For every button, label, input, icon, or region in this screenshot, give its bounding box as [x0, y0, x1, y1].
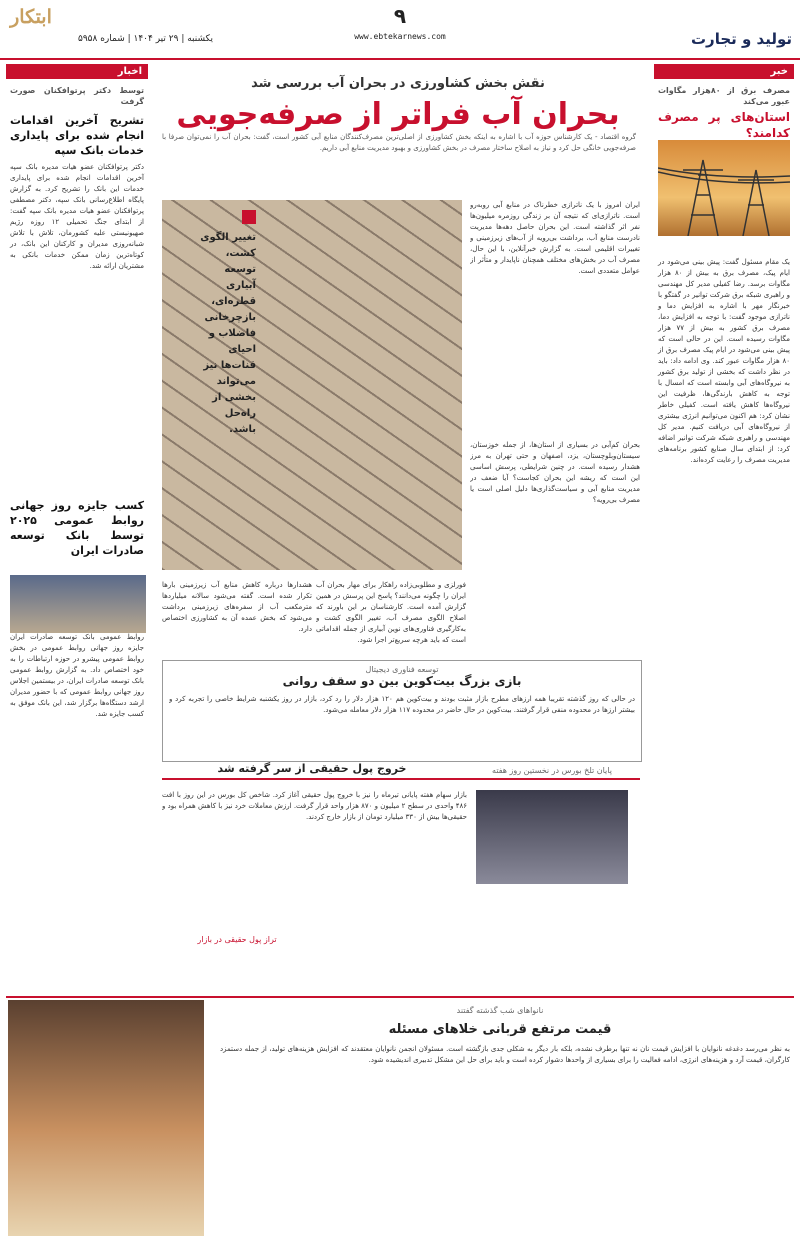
bourse-headline[interactable]: خروج پول حقیقی از سر گرفته شد [217, 762, 407, 775]
main-headline[interactable]: بحران آب فراتر از صرفه‌جویی [176, 97, 620, 132]
main-story-header [154, 64, 642, 132]
right-headline[interactable]: استان‌های پر مصرف کدامند؟ [658, 110, 790, 140]
bitcoin-box [162, 660, 642, 762]
right-kicker: مصرف برق از ۸۰هزار مگاوات عبور می‌کند [658, 86, 790, 106]
left-headline[interactable]: تشریح آخرین اقدامات انجام شده برای پایداری خدمات بانک سپه [10, 114, 144, 157]
footer-headline[interactable]: قیمت مرتفع قربانی خلاهای مسئله [388, 1022, 612, 1037]
page-number: ۹ [393, 4, 407, 28]
main-supertitle: نقش بخش کشاورزی در بحران آب بررسی شد [251, 76, 545, 91]
bitcoin-body: در حالی که روز گذشته تقریبا همه ارزهای مطرح بازار مثبت بودند و بیت‌کوین هم ۱۲۰ هزار دلار را رد کرد، بازار در روز یکشنبه شرایط خاصی را تجربه کرد و بیشتر ارزها در محدوده منفی قرار گرفتند. بیت‌کوین در حال حاضر در محدوده ۱۱۷ هزار دلار معامله می‌شود. [169, 695, 635, 714]
award-ceremony-photo [10, 575, 146, 633]
award-body-text: روابط عمومی بانک توسعه صادرات ایران جایزه روز جهانی روابط عمومی در بخش روابط عمومی پیشرو در حوزه ارتباطات را به خود اختصاص داد. به گزارش روابط عمومی بانک توسعه صادرات ایران، در بیستمین اجلاس روز جهانی روابط عمومی که با حضور مدیران ارشد دستگاه‌ها برگزار شد، این بانک موفق به کسب جایزه شد. [10, 633, 144, 718]
main-lede: گروه اقتصاد - یک کارشناس حوزه آب با اشاره به اینکه بخش کشاورزی از اصلی‌ترین مصرف‌کنندگان منابع آبی کشور است، گفت: بحران آب را نمی‌توان صرفا با صرفه‌جویی خانگی حل کرد و نیاز به اصلاح ساختار مصرف در بخش کشاورزی و بهبود مدیریت منابع آبی داریم. [162, 133, 636, 152]
footer-divider [6, 996, 794, 998]
newspaper-logo: ابتکار [10, 6, 52, 28]
left-news-column [6, 64, 148, 1064]
right-column-header: خبر [654, 64, 794, 79]
bakery-photo [8, 1000, 204, 1236]
bitcoin-kicker: توسعه فناوری دیجیتال [365, 665, 439, 674]
pylon-icon [658, 140, 790, 236]
quote-icon [242, 210, 256, 224]
main-body-col1: ایران امروز با یک ناترازی خطرناک در منابع آبی روبه‌رو است. ناترازی‌ای که نتیجه آن بر زندگی روزمره میلیون‌ها نفر اثر گذاشته است. این بحران حاصل دهه‌ها مدیریت نادرست منابع آب، برداشت بی‌رویه از آب‌های زیرزمینی و تغییرات اقلیمی است. به گزارش خبرآنلاین، با این حال، مصرف آب در بخش‌های مختلف همچنان ناپایدار و متأثر از عوامل متعددی است. [470, 201, 640, 275]
dateline: یکشنبه | ۲۹ تیر ۱۴۰۴ | شماره ۵۹۵۸ [78, 34, 213, 44]
site-url[interactable]: www.ebtekarnews.com [354, 32, 446, 41]
main-body-col4: هشدارها درباره کاهش منابع آب زیرزمینی بارها تکرار شده است. گفته می‌شود سالانه میلیاردها مترمکعب آب از سفره‌های زیرزمینی برداشت می‌شود که بخش عمده آن به کشاورزی اختصاص دارد. [162, 581, 312, 633]
masthead [0, 0, 800, 60]
stock-exchange-photo [476, 790, 628, 884]
main-body-col3: فورلزی و مطلوبی‌زاده راهکار برای مهار بحران آب ایران را چگونه می‌دانند؟ پاسخ این پرسش در همین گزارش آمده است. کارشناسان بر این باورند که اصلاح الگوی مصرف آب، تغییر الگوی کشت و به‌کارگیری فناوری‌های نوین آبیاری از جمله اقداماتی است که باید هرچه سریع‌تر اجرا شود. [316, 581, 466, 644]
left-body-text: دکتر پرتوافکنان عضو هیات مدیره بانک سپه آخرین اقدامات انجام شده برای پایداری خدمات این بانک را تشریح کرد. به گزارش پایگاه اطلاع‌رسانی بانک سپه، دکتر مصطفی پرتوافکنان عضو هیات مدیره بانک سپه گفت: از ابتدای جنگ تحمیلی ۱۲ روزه رژیم صهیونیستی علیه کشورمان، تلاش با تلاش شبانه‌روزی مدیران و کارکنان این بانک، در کوتاه‌ترین زمان ممکن خدمات بانکی به مشتریان ارائه شد. [10, 163, 144, 270]
right-body-text: یک مقام مسئول گفت: پیش بینی می‌شود در ایام پیک، مصرف برق به بیش از ۸۰ هزار مگاوات برسد. رضا کفیلی مدیر کل مهندسی و راهبری شبکه برق شرکت توانیر در گفتگو با خبرنگار مهر با اشاره به افزایش دما و ناترازی موجود گفت: با توجه به افزایش دما، مصرف برق کشور به بیش از ۷۷ هزار مگاوات رسیده است. این در حالی است که پیش بینی می‌شود در ایام پیک مصرف برق از ۸۰ هزار مگاوات عبور کند. وی ادامه داد: باید در نظر داشت که بخشی از تولید برق کشور به نیروگاه‌های آبی وابسته است که امسال با توجه به کاهش بارندگی‌ها، ظرفیت این نیروگاه‌ها کاهش یافته است. کفیلی خاطر نشان کرد: هم اکنون می‌توانیم انرژی بیشتری از نیروگاه‌های آبی دریافت کنیم. مدیر کل مهندسی و راهبری شبکه شرکت توانیر اضافه کرد: از ابتدای سال صنایع کشور برنامه‌های مدیریت مصرف را رعایت کرده‌اند. [658, 258, 790, 464]
bourse-divider [162, 778, 640, 780]
power-lines-photo [658, 140, 790, 236]
footer-body: به نظر می‌رسد دغدغه نانوایان با افزایش قیمت نان نه تنها برطرف نشده، بلکه بار دیگر به شکلی جدی بازگشته است. مسئولان انجمن نانوایان معتقدند که افزایش هزینه‌های تولید، از جمله دستمزد کارگران، قیمت آرد و هزینه‌های انرژی، ادامه فعالیت را برای بسیاری از واحدها دشوار کرده است و باید برای حل این مشکل تدبیری اندیشیده شود. [220, 1045, 790, 1064]
bitcoin-headline[interactable]: بازی بزرگ بیت‌کوین بین دو سقف روانی [282, 674, 522, 688]
section-title: تولید و تجارت [690, 30, 792, 48]
left-column-header: اخبار [6, 64, 148, 79]
main-body-col2: بحران کم‌آبی در بسیاری از استان‌ها، از جمله خوزستان، سیستان‌وبلوچستان، یزد، اصفهان و حتی تهران به مرز هشدار رسیده است. در چنین شرایطی، پرسش اساسی این است که ریشه این بحران کجاست؟ آیا ضعف در مدیریت منابع آبی و سیاست‌گذاری‌ها دلیل اصلی است یا مصرف بی‌رویه؟ [470, 441, 640, 504]
pull-quote [196, 210, 256, 438]
award-headline[interactable]: کسب جایزه روز جهانی روابط عمومی ۲۰۲۵ توسط بانک توسعه صادرات ایران [10, 499, 144, 557]
footer-kicker: نانواهای شب گذشته گفتند [456, 1006, 544, 1015]
bourse-subhead: تراز پول حقیقی در بازار [197, 935, 277, 944]
pull-quote-text: تغییر الگوی کشت، توسعه آبیاری قطره‌ای، بازچرخانی فاضلاب و احیای قنات‌ها نیز می‌تواند بخشی از راه‌حل باشد. [200, 232, 256, 435]
bourse-kicker: پایان تلخ بورس در نخستین روز هفته [492, 766, 612, 775]
bourse-body: بازار سهام هفته پایانی تیرماه را نیز با خروج پول حقیقی آغاز کرد. شاخص کل بورس در این روز با افت ۴۸۶ واحدی در سطح ۲ میلیون و ۸۷۰ هزار واحد قرار گرفت. ارزش معاملات خرد نیز با کاهش همراه بود و حقیقی‌ها بیش از ۳۳۰ میلیارد تومان از بازار خارج کردند. [162, 791, 467, 821]
left-kicker: توسط دکتر پرتوافکنان صورت گرفت [10, 86, 144, 106]
